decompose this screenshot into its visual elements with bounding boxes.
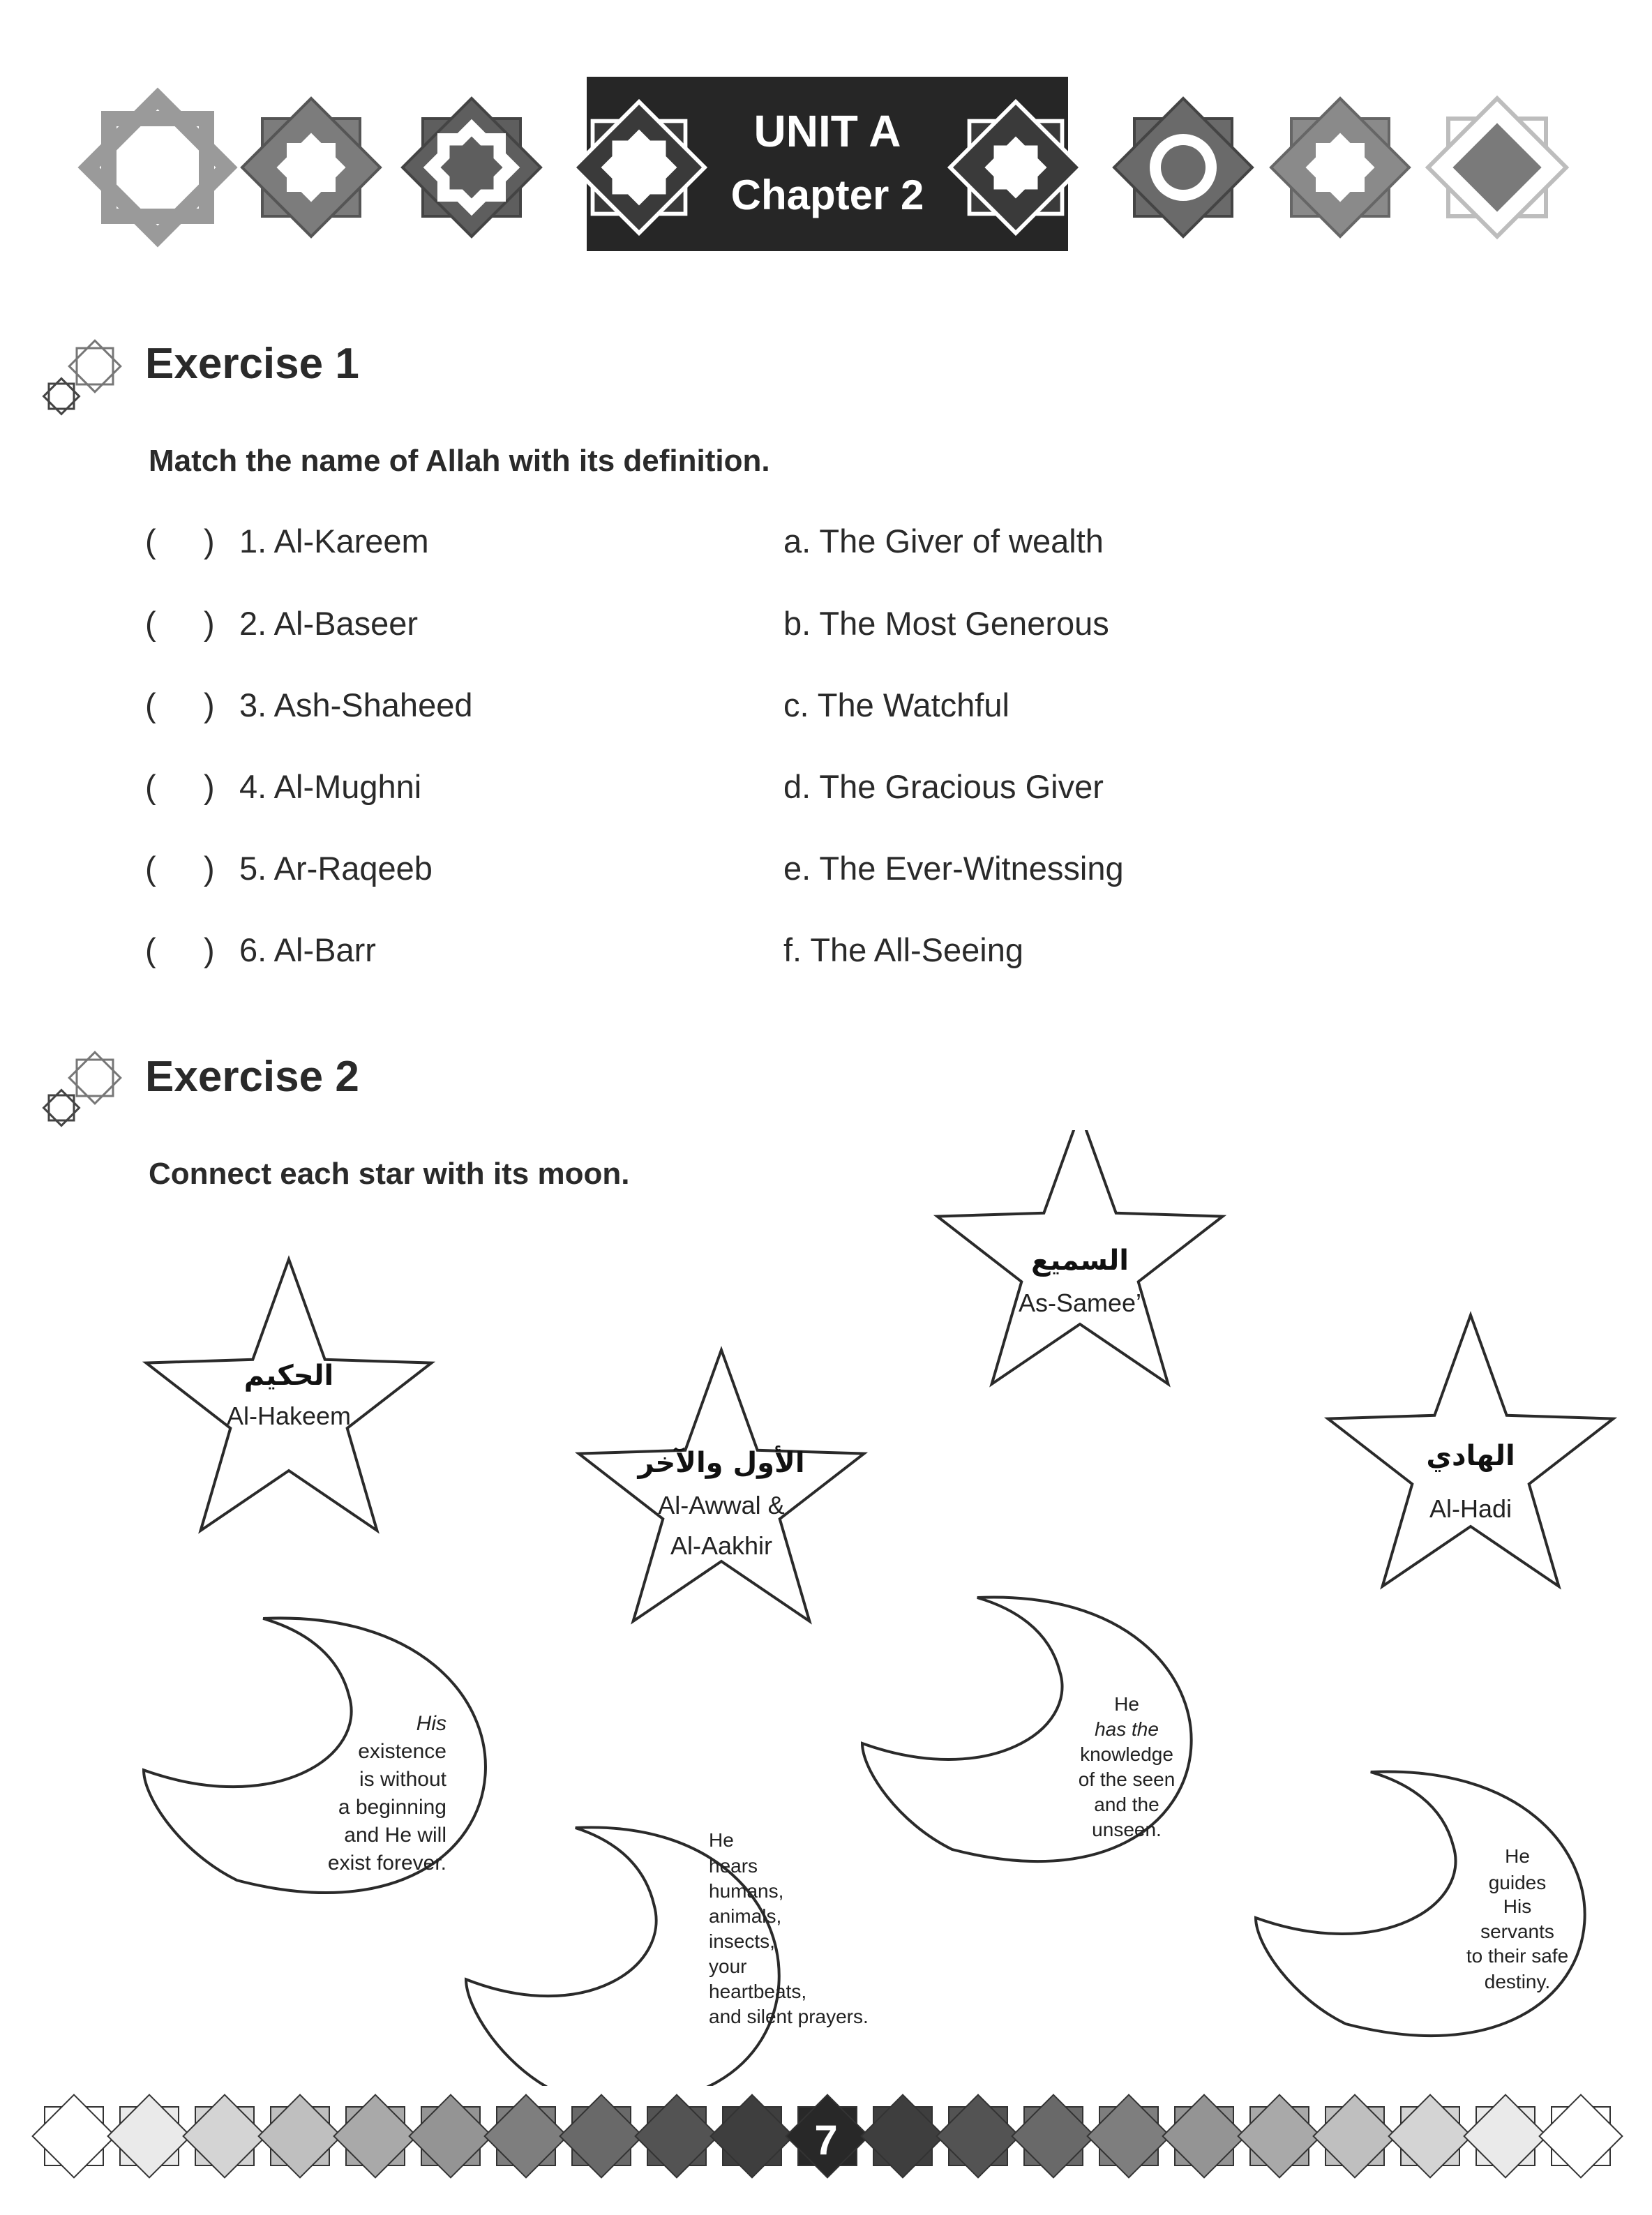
exercise-2-star-icon <box>40 1046 131 1130</box>
moon-definition-line: servants <box>1480 1921 1554 1942</box>
definition-moon <box>1256 1771 1585 2036</box>
moon-definition-line: a beginning <box>338 1796 446 1819</box>
moon-definition-line: is without <box>359 1768 446 1791</box>
definition-item: c. The Watchful <box>783 686 1009 723</box>
exercise-2-title: Exercise 2 <box>145 1053 359 1101</box>
star-transliteration: Al-Awwal & <box>658 1491 785 1519</box>
answer-paren-open: ( <box>145 605 156 642</box>
moon-shape <box>1256 1771 1585 2036</box>
page-number: 7 <box>814 2117 838 2163</box>
footer-star <box>485 2095 568 2178</box>
moon-definition-line: He <box>709 1829 734 1851</box>
moon-definition-line: exist forever. <box>327 1852 446 1875</box>
moon-definition-line: has the <box>1095 1718 1159 1740</box>
ornament-right-3 <box>1428 98 1566 236</box>
footer-star <box>937 2095 1020 2178</box>
footer-star <box>410 2095 493 2178</box>
exercise-1-title: Exercise 1 <box>145 340 359 388</box>
footer-star <box>1238 2095 1321 2178</box>
definition-item: e. The Ever-Witnessing <box>783 850 1124 887</box>
moon-definition-line: His <box>416 1712 446 1735</box>
stars-and-moons <box>0 1130 1652 2086</box>
ornament-left-2 <box>242 98 380 236</box>
name-star <box>1328 1315 1614 1586</box>
unit-chapter-banner <box>39 70 1616 265</box>
name-star <box>938 1130 1223 1384</box>
ornament-center-left <box>573 102 705 233</box>
unit-label: UNIT A <box>753 106 901 156</box>
moon-definition-line: hears <box>709 1855 758 1877</box>
footer-star <box>1464 2095 1547 2178</box>
star-transliteration: As-Samee’ <box>1018 1289 1142 1317</box>
moon-definition-line: to their safe <box>1466 1945 1569 1967</box>
footer-star <box>636 2095 719 2178</box>
definition-moon <box>144 1618 486 1893</box>
name-item: 5. Ar-Raqeeb <box>239 850 433 887</box>
footer-star <box>259 2095 342 2178</box>
definition-moon <box>862 1597 1192 1861</box>
definition-item: f. The All-Seeing <box>783 931 1024 968</box>
moon-definition-line: His <box>1503 1895 1532 1917</box>
footer-star <box>1389 2095 1472 2178</box>
moon-definition-line: and silent prayers. <box>709 2006 869 2027</box>
footer-star <box>1088 2095 1171 2178</box>
footer-star <box>1163 2095 1246 2178</box>
answer-paren-open: ( <box>145 931 156 968</box>
answer-paren-open: ( <box>145 523 156 560</box>
ornament-left-1 <box>89 98 227 236</box>
moon-definition-line: and He will <box>344 1824 446 1847</box>
exercise-1-instruction: Match the name of Allah with its definition. <box>149 444 770 478</box>
name-item: 6. Al-Barr <box>239 931 376 968</box>
footer-star <box>1540 2095 1623 2178</box>
answer-paren-close: ) <box>204 686 215 723</box>
star-shape <box>579 1350 864 1621</box>
answer-paren-open: ( <box>145 768 156 805</box>
moon-definition-line: your <box>709 1955 747 1977</box>
star-shape <box>147 1259 432 1531</box>
name-star <box>579 1350 864 1621</box>
footer-star <box>560 2095 643 2178</box>
answer-paren-close: ) <box>204 850 215 887</box>
star-transliteration: Al-Aakhir <box>670 1531 773 1560</box>
name-item: 3. Ash-Shaheed <box>239 686 473 723</box>
star-arabic-name: الأول والآخر <box>638 1447 805 1479</box>
star-arabic-name: الهادي <box>1426 1440 1515 1472</box>
moon-definition-line: heartbeats, <box>709 1981 807 2002</box>
moon-definition-line: He <box>1114 1693 1139 1715</box>
footer-star <box>711 2095 794 2178</box>
footer-star <box>33 2095 116 2178</box>
moon-definition-line: guides <box>1488 1872 1547 1893</box>
moon-definition-line: He <box>1505 1845 1530 1867</box>
name-item: 1. Al-Kareem <box>239 523 429 560</box>
definition-item: d. The Gracious Giver <box>783 768 1104 805</box>
star-transliteration: Al-Hakeem <box>226 1402 352 1430</box>
answer-paren-close: ) <box>204 768 215 805</box>
footer-star <box>862 2095 945 2178</box>
footer-star <box>183 2095 266 2178</box>
footer-star <box>1314 2095 1397 2178</box>
ornament-right-1 <box>1114 98 1252 236</box>
ornament-left-3 <box>403 98 541 236</box>
answer-paren-close: ) <box>204 605 215 642</box>
star-arabic-name: الحكيم <box>243 1360 334 1392</box>
footer-star <box>334 2095 417 2178</box>
ornament-right-2 <box>1271 98 1409 236</box>
footer-star <box>108 2095 191 2178</box>
moon-definition-line: knowledge <box>1080 1743 1173 1765</box>
answer-paren-open: ( <box>145 686 156 723</box>
ornament-center-right <box>950 102 1081 233</box>
footer-star-border <box>0 2086 1652 2191</box>
star-arabic-name: السميع <box>1031 1245 1129 1277</box>
definition-item: a. The Giver of wealth <box>783 523 1104 560</box>
footer-star <box>1012 2095 1095 2178</box>
star-transliteration: Al-Hadi <box>1429 1494 1512 1523</box>
moon-definition-line: humans, <box>709 1880 784 1902</box>
chapter-label: Chapter 2 <box>730 172 924 218</box>
exercise-2-instruction: Connect each star with its moon. <box>149 1157 630 1191</box>
moon-definition-line: animals, <box>709 1905 782 1927</box>
definition-item: b. The Most Generous <box>783 605 1109 642</box>
definition-moon <box>466 1827 869 2086</box>
moon-definition-line: unseen. <box>1092 1819 1162 1840</box>
name-item: 4. Al-Mughni <box>239 768 422 805</box>
name-item: 2. Al-Baseer <box>239 605 419 642</box>
moon-definition-line: existence <box>358 1740 446 1763</box>
answer-paren-close: ) <box>204 931 215 968</box>
answer-paren-open: ( <box>145 850 156 887</box>
moon-definition-line: of the seen <box>1078 1769 1176 1790</box>
name-star <box>147 1259 432 1531</box>
exercise-1-star-icon <box>40 335 131 419</box>
moon-definition-line: and the <box>1094 1794 1159 1815</box>
moon-definition-line: destiny. <box>1484 1971 1551 1992</box>
moon-definition-line: insects, <box>709 1930 775 1952</box>
answer-paren-close: ) <box>204 523 215 560</box>
